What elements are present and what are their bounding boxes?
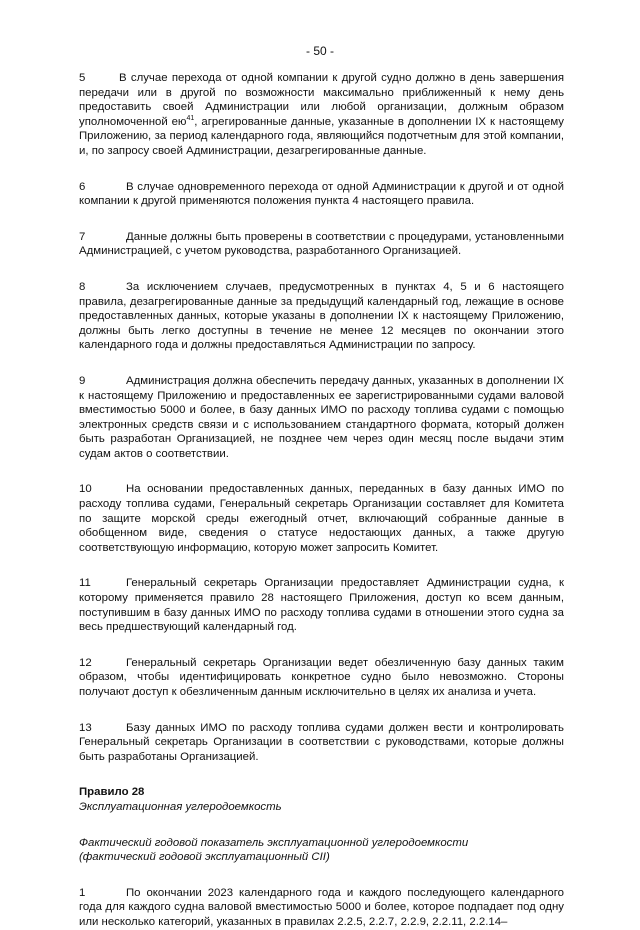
paragraph-number: 11: [79, 577, 91, 590]
footnote-ref[interactable]: 41: [186, 114, 195, 122]
paragraph-number: 12: [79, 656, 92, 669]
paragraph-text: Генеральный секретарь Организации предоставляет Администрации судна, к которому применяется правило 28 настоящего Приложения, доступ ко всем данным, поступившим в базу данных ИМО по расходу топлива судами в отношении этого судна за весь предшествующий календарный год.: [79, 577, 564, 634]
section-heading-line-2: (фактический годовой эксплуатационный CII): [79, 851, 330, 864]
section-heading-line-1: Фактический годовой показатель эксплуатационной углеродоемкости: [79, 836, 469, 849]
page-number: - 50 -: [305, 44, 334, 58]
document-body: [79, 71, 564, 930]
paragraph-12: [79, 656, 564, 700]
paragraph-number: 6: [79, 180, 86, 193]
paragraph-11: [79, 576, 564, 634]
paragraph-13: [79, 721, 564, 765]
rule-title: Правило 28: [79, 786, 145, 799]
paragraph-number: 10: [79, 483, 92, 496]
paragraph-text-cont: , агрегированные данные, указанные в дополнении IX к настоящему Приложению, за период календарного года, являющийся подотчетным для этой компании, и, по запросу своей Администрации, дезагрегированные данные.: [79, 115, 564, 157]
paragraph-number: 8: [79, 280, 86, 293]
paragraph-text: Базу данных ИМО по расходу топлива судами должен вести и контролировать Генеральный секретарь Организации в соответствии с руководствами, которые должны быть разработаны Организацией.: [79, 721, 564, 763]
paragraph-number: 1: [79, 886, 86, 899]
paragraph-text: В случае перехода от одной компании к другой судно должно в день завершения передачи или в другой по возможности максимально приближенный к нему день предоставить своей Администрации или любой организации, должным образом уполномоченной ею: [79, 72, 564, 128]
paragraph-7: [79, 230, 564, 259]
paragraph-number: 5: [79, 72, 86, 84]
rule-subtitle: Эксплуатационная углеродоемкость: [79, 800, 282, 813]
paragraph-text: Генеральный секретарь Организации ведет обезличенную базу данных таким образом, чтобы идентифицировать конкретное судно было невозможно. Стороны получают доступ к обезличенным данным исключительно в целях их анализа и учета.: [79, 656, 564, 698]
paragraph-text: За исключением случаев, предусмотренных в пунктах 4, 5 и 6 настоящего правила, дезагрегированные данные за предыдущий календарный год, лежащие в основе предоставленных данных, которые указаны в дополнении IX к настоящему Приложению, должны быть легко доступны в течение не менее 12 месяцев по окончании этого календарного года и должны предоставляться Администрации по запросу.: [79, 280, 564, 352]
rule-paragraph-1: [79, 886, 564, 930]
paragraph-5: [79, 71, 564, 159]
paragraph-text: В случае одновременного перехода от одной Администрации к другой и от одной компании к другой применяются положения пункта 4 настоящего правила.: [79, 180, 564, 208]
paragraph-text: Администрация должна обеспечить передачу данных, указанных в дополнении IX к настоящему Приложению и предоставленных ее зарегистрированными судами валовой вместимостью 5000 и более, в базу данных ИМО по расходу топлива судами с помощью электронных средств связи и с использованием стандартного формата, который должен быть разработан Организацией, не позднее чем через один месяц после выдачи этим судам актов о соответствии.: [79, 374, 564, 460]
paragraph-number: 13: [79, 721, 92, 734]
section-heading: [79, 836, 564, 865]
paragraph-9: [79, 374, 564, 462]
paragraph-number: 9: [79, 374, 86, 387]
paragraph-text: Данные должны быть проверены в соответствии с процедурами, установленными Администрацией, с учетом руководства, разработанного Организацией.: [79, 230, 564, 258]
paragraph-6: [79, 180, 564, 209]
paragraph-8: [79, 280, 564, 353]
paragraph-text: По окончании 2023 календарного года и каждого последующего календарного года для каждого судна валовой вместимостью 5000 и более, которое подпадает под одну или несколько категорий, указанных в правилах 2.2.5, 2.2.7, 2.2.9, 2.2.11, 2.2.14–: [79, 886, 564, 928]
paragraph-10: [79, 482, 564, 555]
paragraph-text: На основании предоставленных данных, переданных в базу данных ИМО по расходу топлива судами, Генеральный секретарь Организации составляет для Комитета по защите морской среды ежегодный отчет, включающий собранные данные в обобщенном виде, сведения о статусе недостающих данных, а также другую соответствующую информацию, которую может запросить Комитет.: [79, 483, 564, 554]
paragraph-number: 7: [79, 230, 86, 243]
